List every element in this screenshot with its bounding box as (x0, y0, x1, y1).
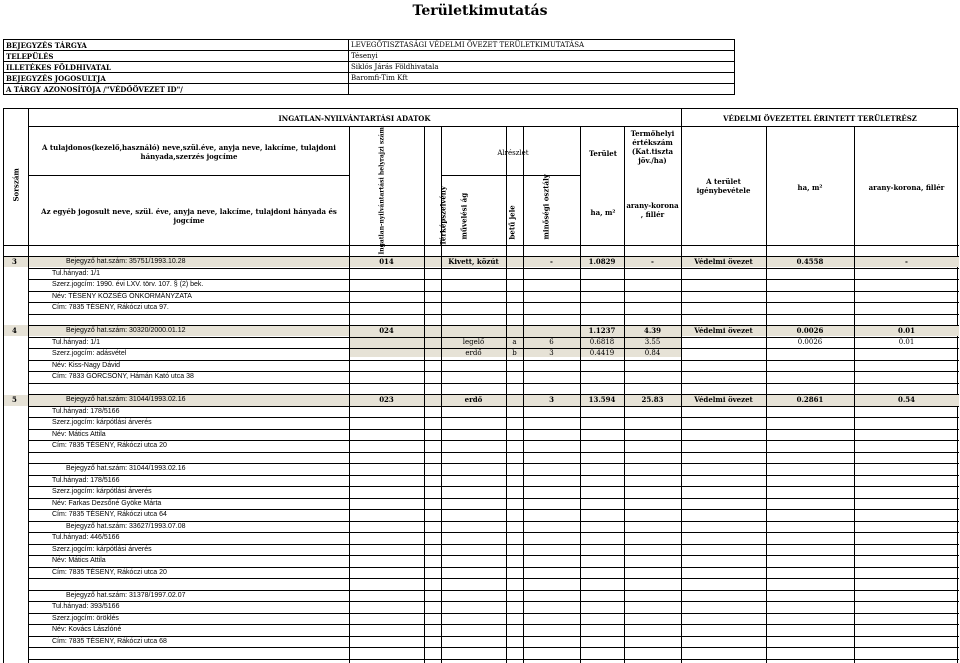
sub-muvelesi: legelő (462, 338, 485, 346)
record-header-line: Bejegyző hat.szám: 35751/1993.10.28 (66, 258, 186, 265)
record-number: 4 (12, 326, 17, 335)
muvelesi-value: Kivett, közút (448, 257, 499, 266)
igenybevetel-value: Védelmi övezet (694, 326, 753, 335)
owner-line: Bejegyző hat.szám: 31378/1997.02.07 (66, 592, 186, 599)
ak-value: 25.83 (641, 395, 664, 404)
ha-value: 0.2861 (796, 395, 824, 404)
grid-hline (28, 659, 959, 660)
meta-label: BEJEGYZÉS TÁRGYA (4, 40, 349, 51)
owner-header: A tulajdonos(kezelő,használó) neve,szül.éve, anyja neve, lakcíme, tulajdoni hányada,szerzés jogcíme (42, 143, 336, 161)
owner-line: Szerz.jogcím: 1990. évi LXV. törv. 107. § (2) bek. (52, 281, 204, 288)
grid-hline (28, 175, 349, 176)
ak-value: - (651, 257, 654, 266)
grid-hline (28, 314, 959, 315)
terulet-header: Terület (589, 149, 617, 158)
owner-line: Cím: 7835 TÉSENY, Rákóczi utca 20 (52, 442, 167, 449)
owner-line: Bejegyző hat.szám: 31044/1993.02.16 (66, 465, 186, 472)
sub-ak2: 0.01 (898, 338, 915, 346)
sub-ha: 0.0026 (797, 338, 823, 346)
grid-hline (28, 383, 959, 384)
igenybevetel-value: Védelmi övezet (694, 257, 753, 266)
grid-hline (28, 647, 959, 648)
owner-line: Név: Kiss-Nagy Dávid (52, 362, 121, 369)
meta-value: LEVEGŐTISZTASÁGI VÉDELMI ÖVEZET TERÜLETKIMUTATÁSA (349, 40, 735, 51)
owner-line: Név: Mátics Attila (52, 431, 106, 438)
owner-line: Tul.hányad: 178/5166 (52, 477, 120, 484)
meta-label: TELEPÜLÉS (4, 51, 349, 62)
igenybevetel-value: Védelmi övezet (694, 395, 753, 404)
ha-header: ha, m² (797, 183, 823, 192)
terulet-value: 1.1237 (588, 326, 616, 335)
owner-line: Cím: 7833 GÖRCSÖNY, Hámán Kató utca 38 (52, 373, 194, 380)
owner-line: Tul.hányad: 446/5166 (52, 534, 120, 541)
meta-value: Tésenyi (349, 51, 735, 62)
meta-value: Siklós Járás Földhivatala (349, 62, 735, 73)
ak2-value: 0.01 (897, 326, 916, 335)
owner-line: Cím: 7835 TÉSENY, Rákóczi utca 97. (52, 304, 169, 311)
owner-line: Tul.hányad: 1/1 (52, 270, 100, 277)
meta-table (3, 39, 735, 95)
grid-hline (28, 126, 959, 127)
terulet-value: 1.0829 (588, 257, 616, 266)
owner-line: Bejegyző hat.szám: 33627/1993.07.08 (66, 523, 186, 530)
betu-header: betű jele (507, 205, 517, 240)
owner-line: Név: Farkas Dezsőné Gyöke Márta (52, 500, 162, 507)
igenybevetel-header: A terület igénybevétele (696, 177, 751, 195)
termohelyi-header: Termőhelyi értékszám (Kat.tiszta jöv./ha) (630, 129, 675, 165)
muvelesi-value: erdő (464, 395, 483, 404)
grid-hline (28, 452, 959, 453)
owner-line: Szerz.jogcím: kárpótlási árverés (52, 546, 152, 553)
meta-label: BEJEGYZÉS JOGOSULTJA (4, 73, 349, 84)
owner-line: Tul.hányad: 393/5166 (52, 603, 120, 610)
owner-line: Név: TÉSENY KÖZSÉG ÖNKORMÁNYZATA (52, 293, 192, 300)
page-title: Területkimutatás (412, 3, 548, 19)
other-owner-header: Az egyéb jogosult neve, szül. éve, anyja neve, lakcíme, tulajdoni hányada és jogcíme (41, 207, 337, 225)
grid-hline (441, 175, 580, 176)
meta-row (4, 51, 735, 62)
ak2-value: 0.54 (897, 395, 916, 404)
section-header-protection-zone: VÉDELMI ÖVEZETTEL ÉRINTETT TERÜLETRÉSZ (723, 114, 917, 123)
terkep-header: Térképszelvény (438, 186, 448, 246)
sub-betu: a (512, 338, 517, 346)
record-header-line: Bejegyző hat.szám: 31044/1993.02.16 (66, 396, 186, 403)
meta-row (4, 40, 735, 51)
muvelesi-header: művelési ág (459, 192, 469, 240)
meta-row (4, 73, 735, 84)
meta-row (4, 62, 735, 73)
owner-line: Szerz.jogcím: adásvétel (52, 350, 127, 357)
owner-line: Szerz.jogcím: öröklés (52, 615, 119, 622)
owner-line: Cím: 7835 TÉSENY, Rákóczi utca 20 (52, 569, 167, 576)
main-table (3, 108, 958, 663)
meta-value (349, 84, 735, 95)
sub-minoseg: 3 (549, 349, 554, 357)
meta-value: Baromfi-Tim Kft (349, 73, 735, 84)
owner-line: Név: Kovács Lászlóné (52, 626, 122, 633)
ak2-value: - (905, 257, 908, 266)
aranykorona-header: arany-korona , fillér (626, 201, 679, 219)
sub-minoseg: 6 (549, 338, 554, 346)
owner-line: Név: Mátics Attila (52, 557, 106, 564)
owner-line: Tul.hányad: 178/5166 (52, 408, 120, 415)
record-number: 3 (12, 257, 17, 266)
owner-line: Cím: 7835 TÉSENY, Rákóczi utca 68 (52, 638, 167, 645)
owner-line: Tul.hányad: 1/1 (52, 339, 100, 346)
sub-muvelesi: erdő (465, 349, 482, 357)
aranykorona-2-header: arany-korona, fillér (868, 183, 945, 192)
grid-vline (28, 109, 29, 663)
hrsz-header: Ingatlan-nyilvántartási helyrajzi szám (378, 127, 386, 255)
owner-line: Cím: 7835 TÉSENY, Rákóczi utca 64 (52, 511, 167, 518)
hrsz-value: 023 (379, 395, 394, 404)
section-header-land-records: INGATLAN-NYILVÁNTARTÁSI ADATOK (278, 114, 431, 123)
sub-terulet: 0.6818 (589, 338, 615, 346)
hrsz-value: 024 (379, 326, 394, 335)
record-number: 5 (12, 395, 17, 404)
ha-value: 0.0026 (796, 326, 824, 335)
meta-label: A TÁRGY AZONOSÍTÓJA /"VÉDŐÖVEZET ID"/ (4, 84, 349, 95)
sorszam-header: Sorszám (11, 168, 21, 202)
sub-ak: 0.84 (644, 349, 661, 357)
ha-value: 0.4558 (796, 257, 824, 266)
sub-terulet: 0.4419 (589, 349, 615, 357)
meta-row (4, 84, 735, 95)
minoseg-value: - (550, 257, 553, 266)
hrsz-value: 014 (379, 257, 394, 266)
terulet-unit-header: ha, m² (590, 208, 616, 217)
sub-betu: b (512, 349, 517, 357)
minoseg-value: 3 (549, 395, 554, 404)
owner-line: Szerz.jogcím: kárpótlási árverés (52, 488, 152, 495)
owner-line: Szerz.jogcím: kárpótlási árverés (52, 419, 152, 426)
terulet-value: 13.594 (588, 395, 616, 404)
record-header-line: Bejegyző hat.szám: 30320/2000.01.12 (66, 327, 186, 334)
minoseg-header: minőségi osztály (541, 174, 551, 240)
grid-vline (681, 109, 682, 663)
meta-label: ILLETÉKES FÖLDHIVATAL (4, 62, 349, 73)
alreszlet-header: Alrészlet (497, 149, 529, 157)
ak-value: 4.39 (643, 326, 662, 335)
grid-hline (28, 578, 959, 579)
sub-ak: 3.55 (644, 338, 661, 346)
grid-hline (4, 245, 959, 246)
